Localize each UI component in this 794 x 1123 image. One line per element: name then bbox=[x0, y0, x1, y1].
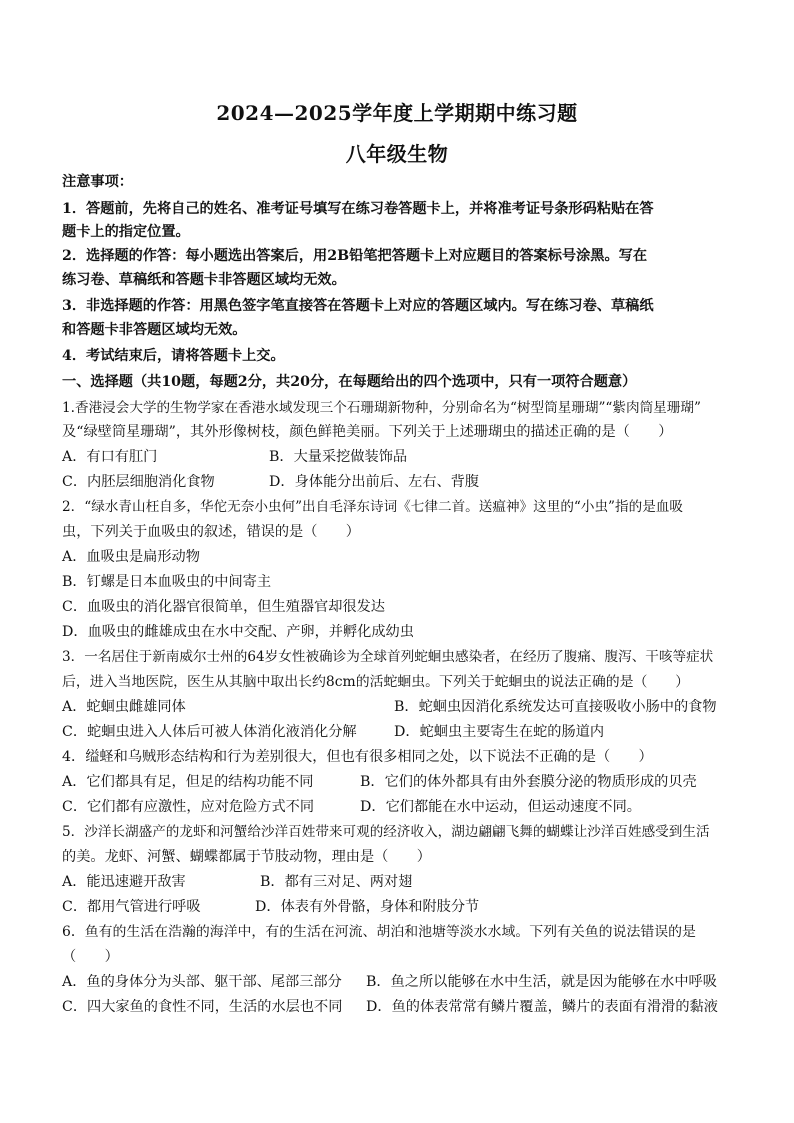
note-2-line-2: 练习卷、草稿纸和答题卡非答题区域均无效。 bbox=[62, 272, 346, 288]
question-2-stem-line-2: 虫，下列关于血吸虫的叙述，错误的是（ ） bbox=[62, 524, 360, 540]
question-5-stem-line-1: 5．沙洋长湖盛产的龙虾和河蟹给沙洋百姓带来可观的经济收入，湖边翩翩飞舞的蝴蝶让沙洋百姓感受到生活 bbox=[62, 824, 710, 840]
note-1-line-1: 1．答题前，先将自己的姓名、准考证号填写在练习卷答题卡上，并将准考证号条形码粘贴在答 bbox=[62, 201, 654, 217]
notes-heading: 注意事项： bbox=[62, 174, 133, 190]
question-5-option-b: B．都有三对足、两对翅 bbox=[260, 874, 413, 890]
question-5-option-a: A．能迅速避开敌害 bbox=[62, 874, 186, 890]
question-6-option-a: A．鱼的身体分为头部、躯干部、尾部三部分 bbox=[62, 974, 342, 990]
question-2-option-c: C．血吸虫的消化器官很简单，但生殖器官却很发达 bbox=[62, 599, 385, 615]
note-4: 4．考试结束后，请将答题卡上交。 bbox=[62, 348, 285, 364]
question-6-option-b: B．鱼之所以能够在水中生活，就是因为能够在水中呼吸 bbox=[366, 974, 717, 990]
question-3-stem-line-1: 3．一名居住于新南威尔士州的64岁女性被确诊为全球首列蛇蛔虫感染者，在经历了腹痛、腹泻、干咳等症状 bbox=[62, 649, 714, 665]
question-3-option-c: C．蛇蛔虫进入人体后可被人体消化液消化分解 bbox=[62, 724, 357, 740]
question-1-option-b: B．大量采挖做装饰品 bbox=[269, 449, 408, 465]
question-2-option-d: D．血吸虫的雌雄成虫在水中交配、产卵，并孵化成幼虫 bbox=[62, 624, 414, 640]
question-6-option-d: D．鱼的体表常常有鳞片覆盖，鳞片的表面有滑滑的黏液 bbox=[366, 999, 718, 1015]
question-6-stem-line-2: （ ） bbox=[62, 949, 119, 965]
question-4-option-c: C．它们都有应激性，应对危险方式不同 bbox=[62, 799, 315, 815]
section-heading: 一、选择题（共10题，每题2分，共20分，在每题给出的四个选项中，只有一项符合题意） bbox=[62, 374, 637, 390]
question-3-stem-line-2: 后，进入当地医院，医生从其脑中取出长约8cm的活蛇蛔虫。下列关于蛇蛔虫的说法正确的是（ ） bbox=[62, 674, 690, 690]
question-5-option-c: C．都用气管进行呼吸 bbox=[62, 899, 201, 915]
question-4-option-d: D．它们都能在水中运动，但运动速度不同。 bbox=[360, 799, 641, 815]
question-2-stem-line-1: 2．“绿水青山枉自多，华佗无奈小虫何”出自毛泽东诗词《七律二首。送瘟神》这里的“小虫”指的是血吸 bbox=[62, 499, 683, 515]
question-2-option-a: A．血吸虫是扁形动物 bbox=[62, 549, 200, 565]
question-1-stem-line-1: 1.香港浸会大学的生物学家在香港水域发现三个石珊瑚新物种，分别命名为“树型筒星珊瑚”“紫肉筒星珊瑚” bbox=[62, 400, 701, 416]
exam-subtitle: 八年级生物 bbox=[345, 142, 449, 166]
question-1-option-c: C．内胚层细胞消化食物 bbox=[62, 474, 215, 490]
question-3-option-d: D．蛇蛔虫主要寄生在蛇的肠道内 bbox=[394, 724, 605, 740]
note-1-line-2: 题卡上的指定位置。 bbox=[62, 224, 190, 240]
note-2-line-1: 2．选择题的作答：每小题选出答案后，用2B铅笔把答题卡上对应题目的答案标号涂黑。写在 bbox=[62, 248, 648, 264]
question-4-option-a: A．它们都具有足，但足的结构功能不同 bbox=[62, 774, 314, 790]
question-1-stem-line-2: 及“绿壁筒星珊瑚”，其外形像树枝，颜色鲜艳美丽。下列关于上述珊瑚虫的描述正确的是（ ） bbox=[62, 424, 673, 440]
question-4-option-b: B．它们的体外都具有由外套膜分泌的物质形成的贝壳 bbox=[360, 774, 697, 790]
note-3-line-1: 3．非选择题的作答：用黑色签字笔直接答在答题卡上对应的答题区域内。写在练习卷、草稿纸 bbox=[62, 298, 654, 314]
question-2-option-b: B．钉螺是日本血吸虫的中间寄主 bbox=[62, 574, 272, 590]
question-1-option-a: A．有口有肛门 bbox=[62, 449, 158, 465]
question-3-option-a: A．蛇蛔虫雌雄同体 bbox=[62, 699, 186, 715]
question-6-option-c: C．四大家鱼的食性不同，生活的水层也不同 bbox=[62, 999, 343, 1015]
note-3-line-2: 和答题卡非答题区域均无效。 bbox=[62, 322, 247, 338]
question-1-option-d: D．身体能分出前后、左右、背腹 bbox=[269, 474, 480, 490]
question-6-stem-line-1: 6．鱼有的生活在浩瀚的海洋中，有的生活在河流、胡泊和池塘等淡水水域。下列有关鱼的说法错误的是 bbox=[62, 924, 696, 940]
question-3-option-b: B．蛇蛔虫因消化系统发达可直接吸收小肠中的食物 bbox=[394, 699, 717, 715]
exam-title: 2024—2025学年度上学期期中练习题 bbox=[216, 101, 578, 125]
question-5-stem-line-2: 的美。龙虾、河蟹、蝴蝶都属于节肢动物，理由是（ ） bbox=[62, 849, 431, 865]
question-5-option-d: D．体表有外骨骼，身体和附肢分节 bbox=[255, 899, 480, 915]
question-4-stem: 4．缢蛏和乌贼形态结构和行为差别很大，但也有很多相同之处，以下说法不正确的是（ ） bbox=[62, 749, 653, 765]
